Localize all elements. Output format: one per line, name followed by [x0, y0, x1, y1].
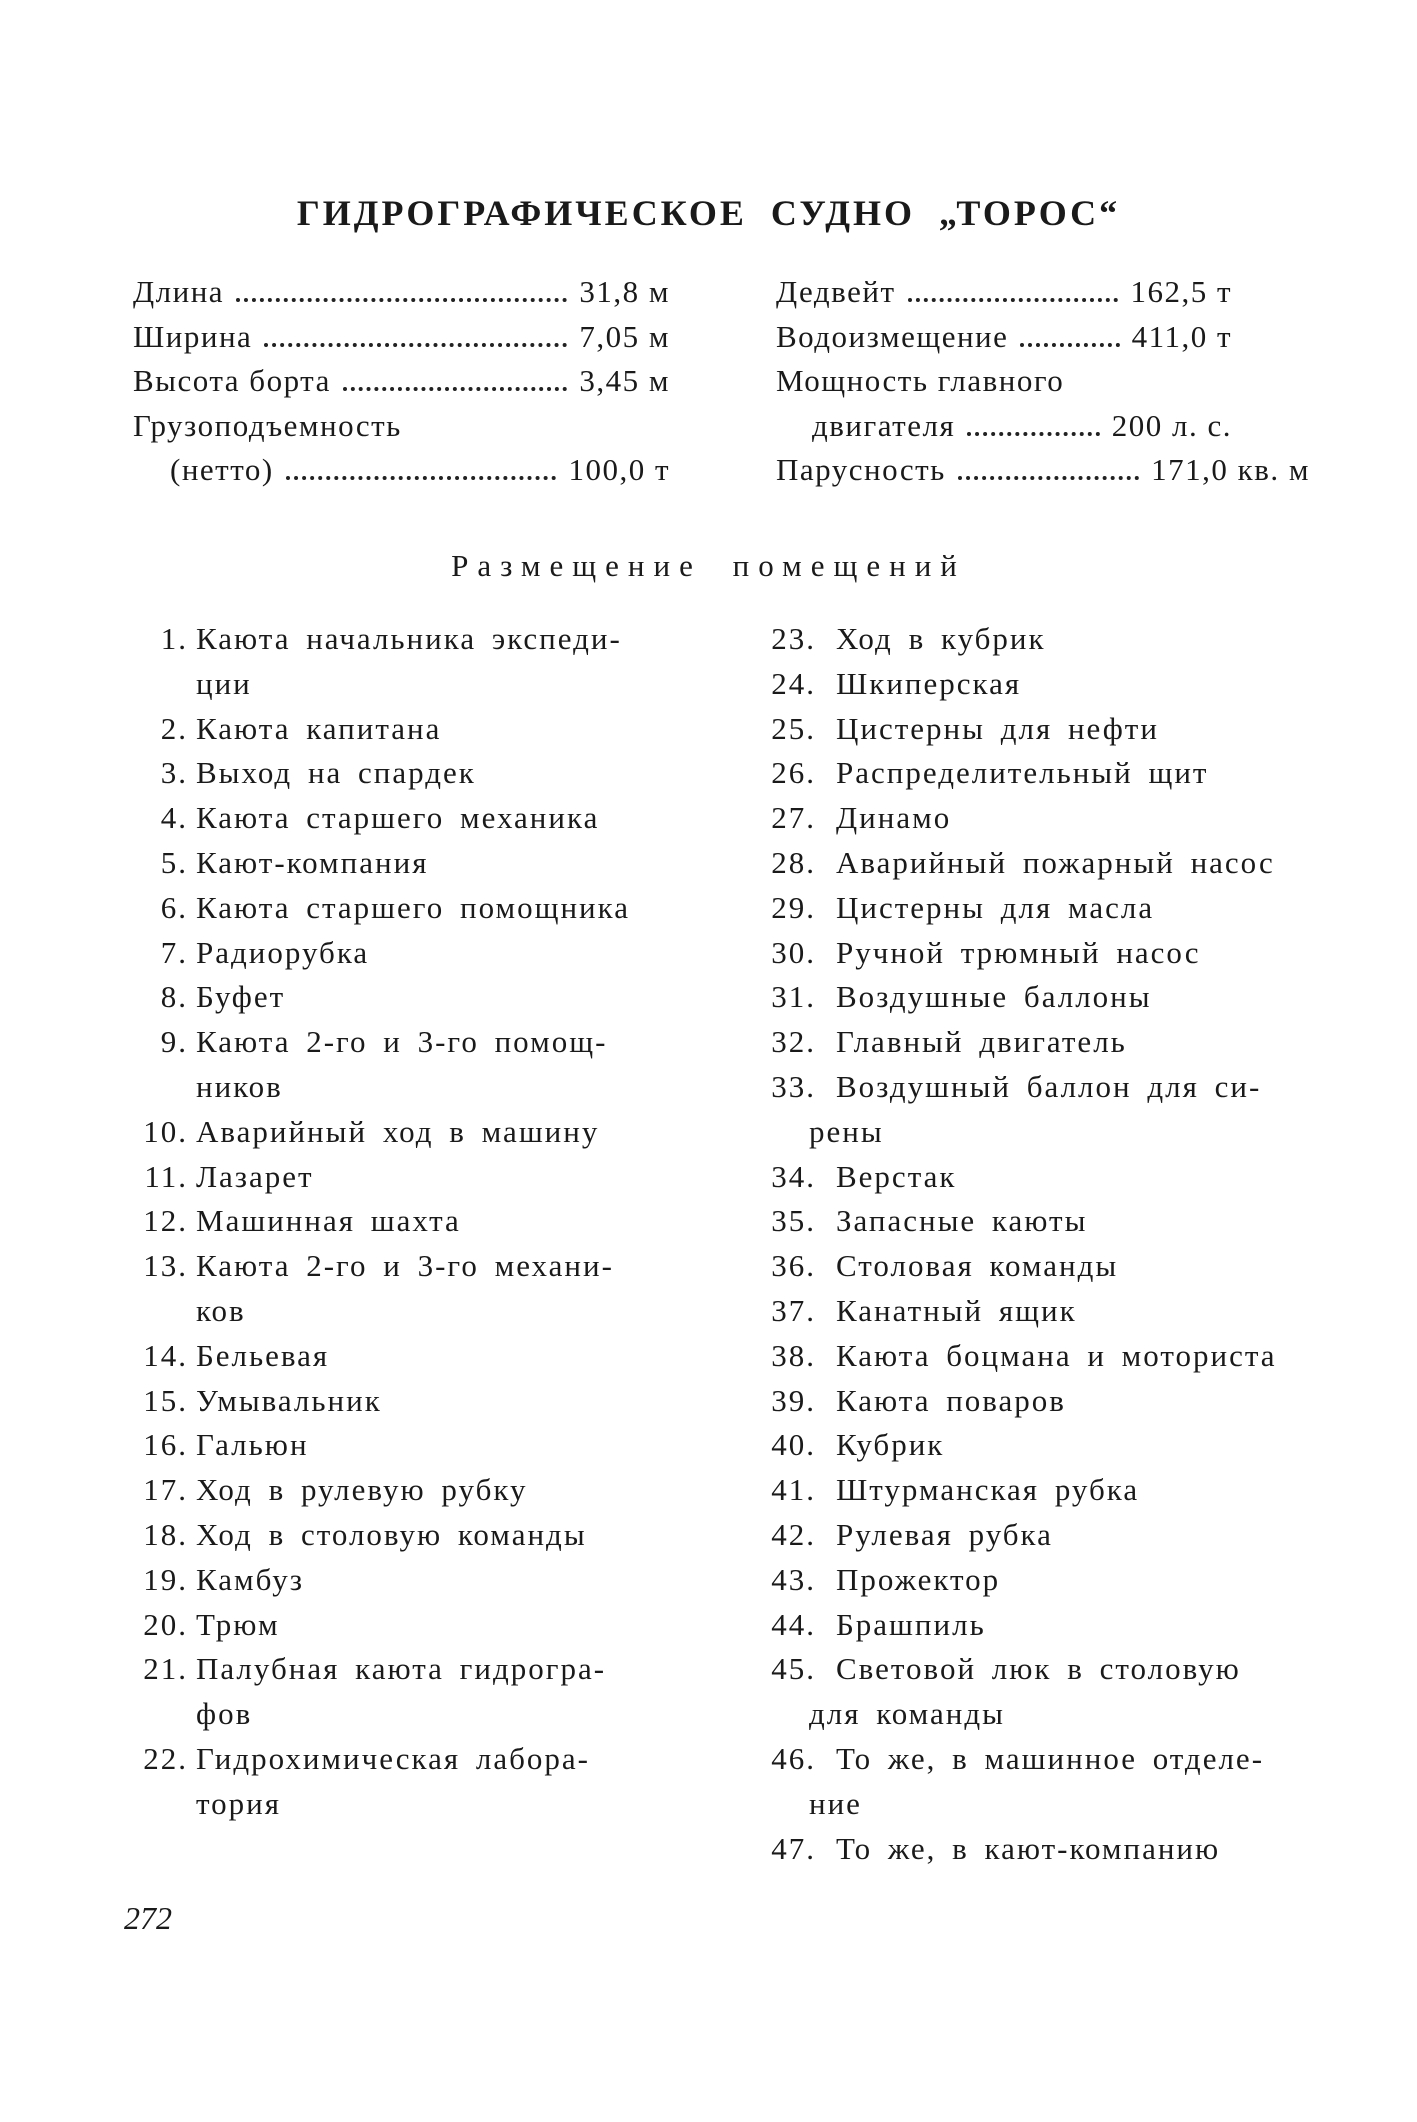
room-number: 31.: [771, 979, 816, 1015]
room-name-continuation: ции: [196, 665, 252, 701]
room-name: Каюта 2-го и 3-го механи-: [196, 1248, 614, 1284]
room-number: 1.: [160, 621, 188, 656]
spec-label: Длина: [133, 274, 225, 309]
room-name: Аварийный ход в машину: [196, 1113, 600, 1149]
room-number: 13.: [143, 1248, 188, 1284]
spec-row: [133, 404, 670, 448]
spec-label: Мощность главного: [776, 363, 1065, 398]
room-name: Ручной трюмный насос: [836, 934, 1201, 970]
room-name: Динамо: [836, 800, 952, 836]
room-number: 22.: [143, 1741, 188, 1776]
room-number: 34.: [771, 1158, 816, 1194]
room-name: Штурманская рубка: [836, 1472, 1140, 1508]
room-number: 43.: [771, 1561, 816, 1597]
room-name: Машинная шахта: [196, 1203, 461, 1239]
room-name-continuation: ков: [196, 1293, 246, 1328]
room-name: Воздушные баллоны: [836, 979, 1152, 1015]
room-number: 5.: [160, 845, 188, 880]
spec-label: Грузоподъемность: [133, 407, 402, 443]
spec-row: [776, 315, 1232, 359]
room-name-continuation: ние: [809, 1785, 862, 1821]
room-name: Ход в столовую команды: [196, 1517, 587, 1552]
room-number: 2.: [160, 710, 188, 746]
room-name: Главный двигатель: [836, 1024, 1127, 1060]
room-number: 45.: [771, 1651, 816, 1687]
room-number: 7.: [160, 934, 188, 970]
room-number: 30.: [771, 934, 816, 970]
room-number: 41.: [771, 1472, 816, 1508]
spec-row: [812, 404, 1232, 448]
room-name: Цистерны для масла: [836, 889, 1155, 925]
room-number: 46.: [771, 1741, 816, 1776]
room-name: Ход в кубрик: [836, 621, 1046, 656]
spec-row: [133, 270, 670, 314]
room-name: Кубрик: [836, 1427, 945, 1463]
spec-row: [133, 359, 670, 403]
room-name: Гидрохимическая лабора-: [196, 1741, 590, 1776]
room-name-continuation: тория: [196, 1785, 281, 1821]
dot-leader: [1020, 343, 1119, 347]
dot-leader: [264, 343, 567, 347]
room-number: 44.: [771, 1606, 816, 1642]
room-number: 40.: [771, 1427, 816, 1463]
room-name: Канатный ящик: [836, 1293, 1077, 1328]
spec-label: (нетто): [170, 452, 274, 487]
room-name: Шкиперская: [836, 665, 1022, 701]
spec-row: [133, 315, 670, 359]
room-number: 12.: [143, 1203, 188, 1239]
room-number: 26.: [771, 755, 816, 791]
room-name: Каюта старшего помощника: [196, 889, 630, 925]
room-number: 37.: [771, 1293, 816, 1328]
room-number: 36.: [771, 1248, 816, 1284]
spec-value: 7,05 м: [579, 318, 670, 354]
room-name: Лазарет: [196, 1158, 314, 1194]
room-number: 21.: [143, 1651, 188, 1687]
room-number: 19.: [143, 1561, 188, 1597]
section-heading: Размещение помещений: [451, 548, 966, 583]
room-number: 11.: [144, 1158, 188, 1194]
spec-label: Водоизмещение: [776, 318, 1009, 354]
room-name-continuation: для команды: [809, 1696, 1006, 1732]
room-name: Рулевая рубка: [836, 1517, 1053, 1552]
room-name: Каюта 2-го и 3-го помощ-: [196, 1024, 608, 1060]
spec-row: [170, 448, 670, 492]
spec-label: Дедвейт: [776, 274, 896, 309]
room-number: 33.: [771, 1069, 816, 1104]
room-name: Палубная каюта гидрогра-: [196, 1651, 607, 1687]
room-number: 14.: [143, 1337, 188, 1373]
room-name: Запасные каюты: [836, 1203, 1088, 1239]
dot-leader: [286, 476, 557, 480]
room-name: Верстак: [836, 1158, 957, 1194]
room-number: 39.: [771, 1382, 816, 1418]
room-name: Выход на спардек: [196, 755, 476, 791]
room-number: 15.: [143, 1382, 188, 1418]
room-name: То же, в кают-компанию: [836, 1830, 1221, 1866]
room-name: Кают-компания: [196, 845, 429, 880]
room-number: 47.: [771, 1830, 816, 1866]
room-name: Камбуз: [196, 1561, 304, 1597]
room-number: 3.: [160, 755, 188, 791]
room-name: Радиорубка: [196, 934, 370, 970]
room-number: 17.: [143, 1472, 188, 1508]
room-number: 20.: [143, 1606, 188, 1642]
spec-value: 31,8 м: [579, 274, 670, 309]
spec-label: двигателя: [812, 407, 956, 443]
room-number: 18.: [143, 1517, 188, 1552]
page-number: 272: [124, 1900, 172, 1936]
room-name: Ход в рулевую рубку: [196, 1472, 528, 1508]
room-name: Трюм: [196, 1606, 280, 1642]
room-number: 10.: [143, 1113, 188, 1149]
dot-leader: [958, 476, 1139, 480]
room-name: Брашпиль: [836, 1606, 986, 1642]
page-title: ГИДРОГРАФИЧЕСКОЕ СУДНО „ТОРОС“: [296, 193, 1121, 233]
dot-leader: [908, 298, 1119, 302]
room-number: 24.: [771, 665, 816, 701]
dot-leader: [967, 432, 1100, 436]
spec-value: 162,5 т: [1130, 274, 1232, 309]
room-number: 28.: [771, 845, 816, 880]
spec-value: 171,0 кв. м: [1151, 452, 1310, 487]
room-name: То же, в машинное отделе-: [836, 1741, 1265, 1776]
room-name: Прожектор: [836, 1561, 1001, 1597]
room-name: Бельевая: [196, 1337, 330, 1373]
room-name-continuation: ников: [196, 1069, 283, 1104]
room-number: 35.: [771, 1203, 816, 1239]
spec-row: [776, 359, 1232, 403]
room-name: Каюта капитана: [196, 710, 442, 746]
room-name: Каюта поваров: [836, 1382, 1066, 1418]
room-name: Каюта начальника экспеди-: [196, 621, 622, 656]
spec-label: Ширина: [133, 318, 253, 354]
spec-label: Парусность: [776, 452, 946, 487]
room-number: 23.: [771, 621, 816, 656]
room-number: 32.: [771, 1024, 816, 1060]
room-number: 25.: [771, 710, 816, 746]
room-number: 38.: [771, 1337, 816, 1373]
room-name: Умывальник: [196, 1382, 382, 1418]
spec-value: 100,0 т: [568, 452, 670, 487]
room-name-continuation: рены: [809, 1113, 884, 1149]
room-name: Аварийный пожарный насос: [836, 845, 1275, 880]
room-name: Каюта боцмана и моториста: [836, 1337, 1277, 1373]
spec-label: Высота борта: [133, 363, 331, 398]
room-number: 42.: [771, 1517, 816, 1552]
room-number: 27.: [771, 800, 816, 836]
room-number: 16.: [143, 1427, 188, 1463]
room-name: Каюта старшего механика: [196, 800, 600, 836]
dot-leader: [236, 298, 567, 302]
room-number: 8.: [160, 979, 188, 1015]
dot-leader: [343, 387, 568, 391]
room-name: Воздушный баллон для си-: [836, 1069, 1262, 1104]
room-name: Гальюн: [196, 1427, 309, 1463]
room-number: 4.: [160, 800, 188, 836]
room-number: 6.: [160, 889, 188, 925]
room-name: Буфет: [196, 979, 286, 1015]
spec-value: 3,45 м: [579, 363, 670, 398]
spec-row: [776, 270, 1232, 314]
room-name: Распределительный щит: [836, 755, 1209, 791]
room-name: Столовая команды: [836, 1248, 1119, 1284]
room-name: Световой люк в столовую: [836, 1651, 1241, 1687]
spec-value: 411,0 т: [1131, 318, 1232, 354]
room-name: Цистерны для нефти: [836, 710, 1159, 746]
spec-value: 200 л. с.: [1111, 407, 1232, 443]
room-number: 29.: [771, 889, 816, 925]
spec-row: [776, 448, 1310, 492]
room-number: 9.: [160, 1024, 188, 1060]
room-name-continuation: фов: [196, 1696, 253, 1732]
